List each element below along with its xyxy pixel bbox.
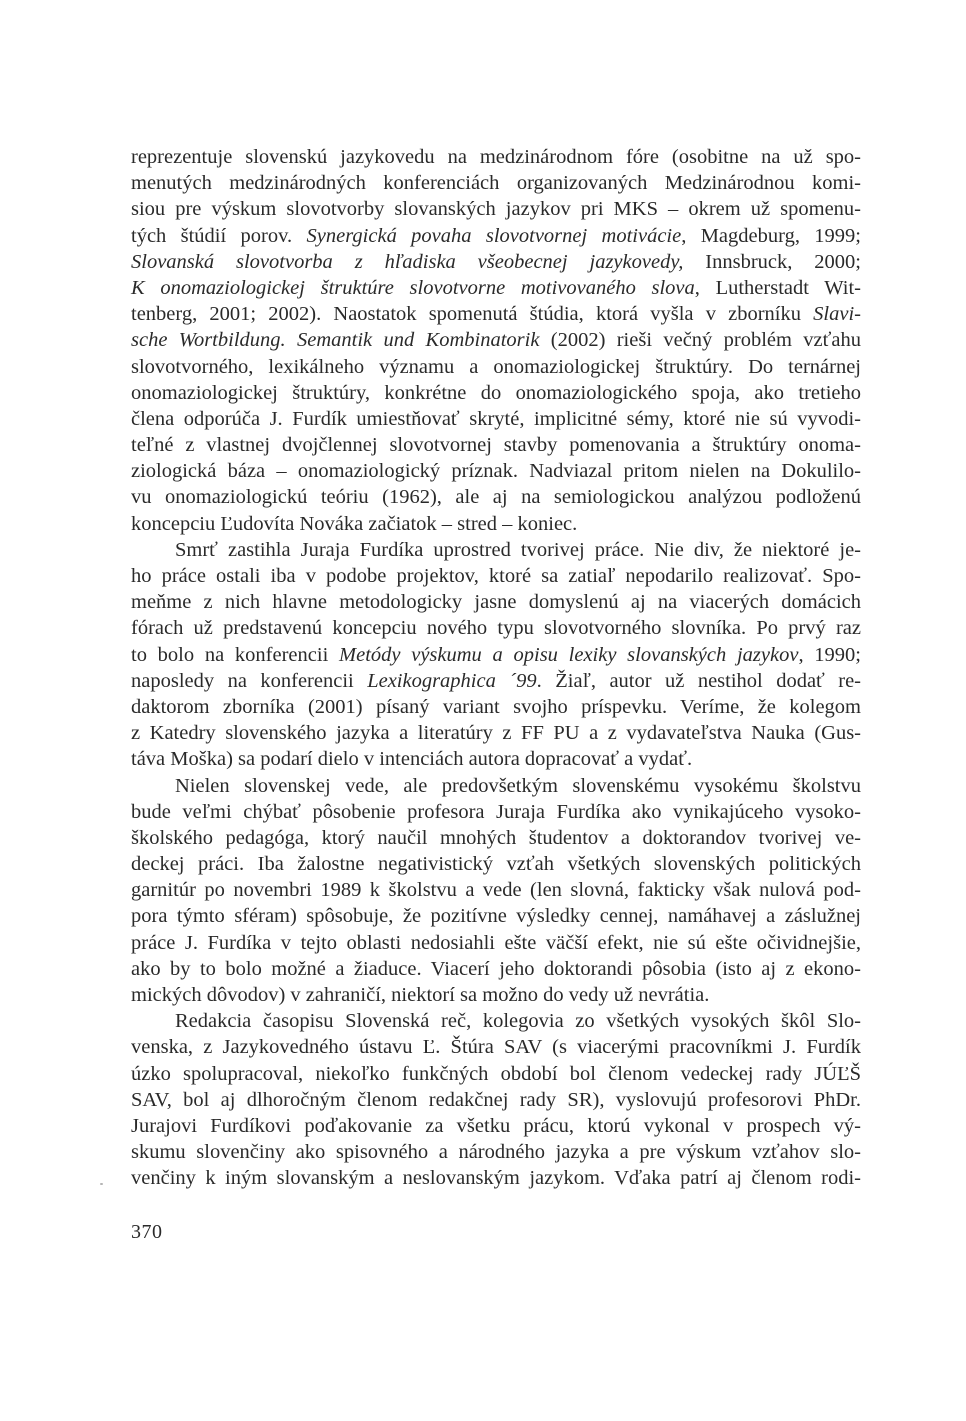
text-run: daktorom zborníka (2001) písaný variant svojho príspevku. Veríme, že kolegom xyxy=(131,695,861,718)
text-run: vu onomaziologickú teóriu (1962), ale aj na semiologickou analýzou podloženú xyxy=(131,486,861,509)
text-run: SAV, bol aj dlhoročným členom redakčnej rady SR), vyslovujú profesorovi PhDr. xyxy=(131,1088,861,1111)
text-line xyxy=(131,327,861,353)
text-line xyxy=(131,694,861,720)
text-line xyxy=(131,458,861,484)
text-line xyxy=(131,563,861,589)
text-run: pora týmto sféram) spôsobuje, že pozitívne výsledky cennej, namáhavej a záslužnej xyxy=(131,905,861,928)
text-run: siou pre výskum slovotvorby slovanských jazykov pri MKS – okrem už spomenu- xyxy=(131,198,861,221)
page-number: 370 xyxy=(131,1221,163,1243)
text-run: úzko spolupracoval, niekoľko funkčných období bol členom vedeckej rady JÚĽŠ xyxy=(131,1062,861,1085)
text-line xyxy=(131,484,861,510)
text-run: . Žiaľ, autor už nestihol dodať re- xyxy=(536,669,862,692)
text-run: tenberg, 2001; 2002). Naostatok spomenutá štúdia, ktorá vyšla v zborníku xyxy=(131,303,814,326)
text-line xyxy=(131,249,861,275)
text-line xyxy=(131,903,861,929)
text-line xyxy=(131,1113,861,1139)
text-run: práce J. Furdíka v tejto oblasti nedosiahli ešte väčší efekt, nie sú ešte očividnejšie, xyxy=(131,931,861,954)
text-line xyxy=(131,746,861,772)
text-run: Nielen slovenskej vede, ale predovšetkým slovenskému vysokému školstvu xyxy=(175,774,861,797)
text-line xyxy=(131,380,861,406)
text-run: táva Moška) sa podarí dielo v intenciách autora dopracovať a vydať. xyxy=(131,748,693,771)
text-run: venčiny k iným slovanským a neslovanským jazykom. Vďaka patrí aj členom rodi- xyxy=(131,1167,861,1190)
text-run: školského pedagóga, ktorý naučil mnohých študentov a doktorandov tvorivej ve- xyxy=(131,826,861,849)
text-line xyxy=(131,406,861,432)
text-line xyxy=(131,511,861,537)
text-run: bude veľmi chýbať pôsobenie profesora Juraja Furdíka ako vynikajúceho vysoko- xyxy=(131,800,861,823)
text-line xyxy=(131,773,861,799)
text-run: reprezentuje slovenskú jazykovedu na medzinárodnom fóre (osobitne na už spo- xyxy=(131,146,861,168)
text-run: Smrť zastihla Juraja Furdíka uprostred tvorivej práce. Nie div, že niektoré je- xyxy=(175,538,861,561)
text-run: ako by to bolo možné a žiaduce. Viacerí jeho doktorandi pôsobia (isto aj z ekono- xyxy=(131,957,861,980)
text-line xyxy=(131,1165,861,1191)
text-line xyxy=(131,196,861,222)
text-run: venska, z Jazykovedného ústavu Ľ. Štúra SAV (s viacerými pracovníkmi J. Furdík xyxy=(131,1036,861,1059)
text-line xyxy=(131,956,861,982)
text-run: deckej práci. Iba žalostne negativistický vzťah všetkých slovenských politických xyxy=(131,853,861,876)
text-line xyxy=(131,170,861,196)
text-run: člena odporúča J. Furdík umiestňovať skryté, implicitné sémy, ktoré nie sú vyvodi- xyxy=(131,407,861,430)
text-line xyxy=(131,537,861,563)
italic-title: Slovanská slovotvorba z hľadiska všeobecnej jazykovedy, xyxy=(131,250,684,273)
italic-title: Synergická povaha slovotvornej motivácie xyxy=(306,224,682,247)
text-line xyxy=(131,301,861,327)
text-run: , Magdeburg, 1999; xyxy=(681,224,861,247)
text-line xyxy=(131,1139,861,1165)
text-run: koncepciu Ľudovíta Nováka začiatok – stred – koniec. xyxy=(131,512,578,535)
italic-title: Slavi- xyxy=(813,303,861,326)
text-line xyxy=(131,799,861,825)
text-run: Redakcia časopisu Slovenská reč, kolegovia zo všetkých vysokých škôl Slo- xyxy=(175,1010,861,1033)
text-line xyxy=(131,851,861,877)
text-run: , Lutherstadt Wit- xyxy=(694,276,861,299)
text-line xyxy=(131,825,861,851)
text-run: ho práce ostali iba v podobe projektov, ktoré sa zatiaľ nepodarilo realizovať. Spo- xyxy=(131,565,861,587)
text-run: mických dôvodov) v zahraničí, niektorí sa možno do vedy už nevrátia. xyxy=(131,984,710,1006)
italic-title: K onomaziologickej štruktúre slovotvorne motivovaného slova xyxy=(131,276,695,299)
body-text xyxy=(131,144,861,1192)
italic-title: Lexikographica ´99 xyxy=(367,669,537,692)
text-run: naposledy na konferencii xyxy=(131,669,368,692)
text-line xyxy=(131,877,861,903)
text-line xyxy=(131,432,861,458)
text-line xyxy=(131,275,861,301)
text-run: , 1990; xyxy=(798,643,861,666)
text-line xyxy=(131,223,861,249)
text-run: teľné z vlastnej dvojčlennej slovotvornej stavby pomenovania a štruktúry onoma- xyxy=(131,434,861,457)
italic-title: Metódy výskumu a opisu lexiky slovanských jazykov xyxy=(339,643,799,666)
text-line xyxy=(131,1061,861,1087)
text-run: skumu slovenčiny ako spisovného a národného jazyka a pre výskum vzťahov slo- xyxy=(131,1141,861,1164)
text-run: Innsbruck, 2000; xyxy=(683,250,861,273)
text-run: meňme z nich hlavne metodologicky jasne domyslenú aj na viacerých domácich xyxy=(131,591,861,614)
text-run: z Katedry slovenského jazyka a literatúry z FF PU a z vydavateľstva Nauka (Gus- xyxy=(131,722,861,745)
text-run: garnitúr po novembri 1989 k školstvu a vede (len slovná, fakticky však nulová pod- xyxy=(131,879,861,902)
text-line xyxy=(131,1087,861,1113)
text-run: onomaziologickej štruktúry, konkrétne do onomaziologického spoja, ako tretieho xyxy=(131,381,861,404)
text-line xyxy=(131,642,861,668)
text-run: Jurajovi Furdíkovi poďakovanie za všetku prácu, ktorú vykonal v prospech vý- xyxy=(131,1114,861,1137)
text-run: menutých medzinárodných konferenciách organizovaných Medzinárodnou komi- xyxy=(131,172,861,195)
text-line xyxy=(131,982,861,1008)
italic-title: sche Wortbildung. Semantik und Kombinatorik xyxy=(131,329,540,352)
text-line xyxy=(131,720,861,746)
scan-speck xyxy=(100,1183,103,1185)
text-run: (2002) rieši večný problém vzťahu xyxy=(539,329,861,352)
text-line xyxy=(131,144,861,170)
text-line xyxy=(131,1008,861,1034)
text-run: fórach už predstavenú koncepciu nového typu slovotvorného slovníka. Po prvý raz xyxy=(131,617,861,640)
text-line xyxy=(131,615,861,641)
text-line xyxy=(131,1034,861,1060)
text-line xyxy=(131,589,861,615)
text-line xyxy=(131,930,861,956)
text-run: to bolo na konferencii xyxy=(131,643,340,666)
text-line xyxy=(131,354,861,380)
text-run: ziologická báza – onomaziologický príznak. Nadviazal pritom nielen na Dokulilo- xyxy=(131,460,861,483)
text-run: tých štúdií porov. xyxy=(131,224,307,247)
text-line xyxy=(131,668,861,694)
text-run: slovotvorného, lexikálneho významu a onomaziologickej štruktúry. Do ternárnej xyxy=(131,355,861,378)
